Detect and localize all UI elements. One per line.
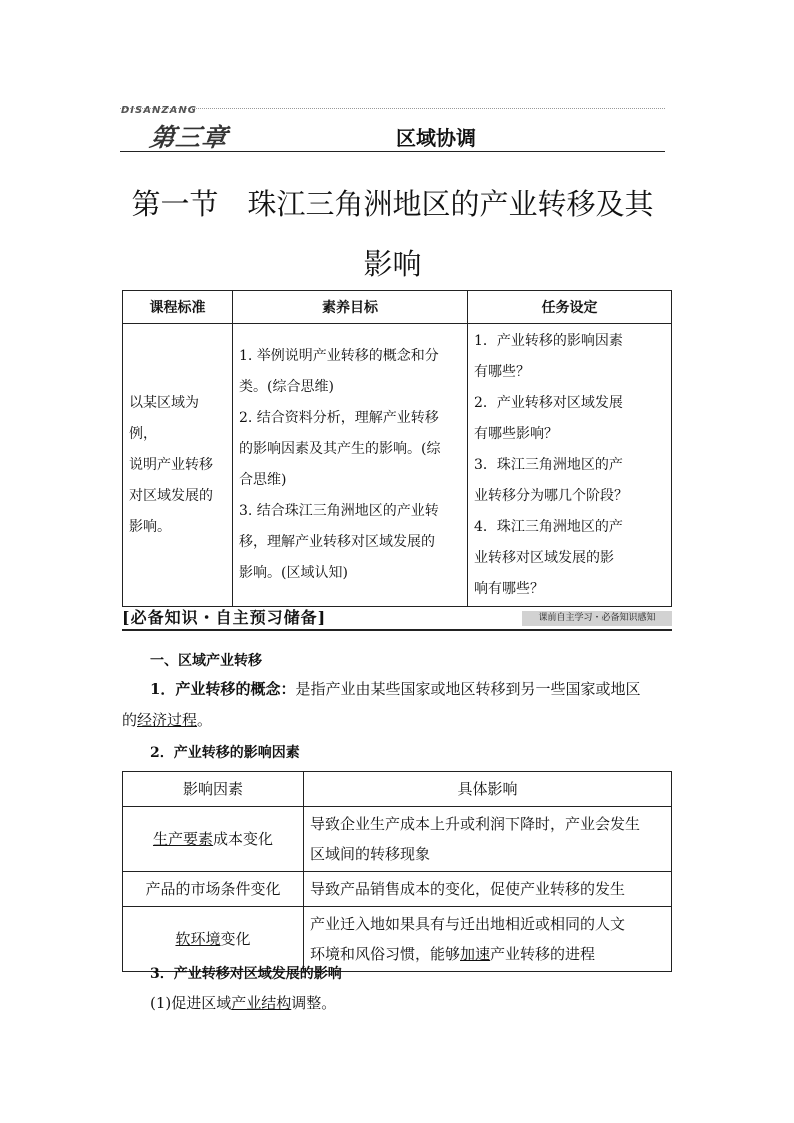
section-title-line1: 第一节 珠江三角洲地区的产业转移及其 <box>131 187 654 221</box>
task-line: 2．产业转移对区域发展 <box>474 394 623 411</box>
effect-line: 导致企业生产成本上升或利润下降时，产业会发生 <box>310 815 641 833</box>
item1-cont-post: 。 <box>197 711 213 729</box>
header-rule <box>120 151 665 152</box>
goal-line: 合思维) <box>239 472 287 488</box>
curriculum-line: 说明产业转移 <box>129 456 213 473</box>
item1-cont-underlined: 经济过程 <box>137 711 198 729</box>
task-line: 有哪些影响？ <box>474 425 558 442</box>
header-dotted-rule <box>120 108 665 109</box>
task-line: 1．产业转移的影响因素 <box>474 332 623 349</box>
task-line: 响有哪些？ <box>474 580 544 597</box>
sub1-post: 调整。 <box>291 994 337 1012</box>
factor-cell <box>123 872 304 907</box>
standards-table <box>122 290 672 607</box>
item1-text: 是指产业由某些国家或地区转移到另一些国家或地区 <box>295 680 641 698</box>
effect-cell <box>304 872 672 907</box>
curriculum-line: 以某区域为例， <box>129 394 199 442</box>
effect-line <box>310 939 665 969</box>
factor-text: 产品的市场条件变化 <box>145 880 281 898</box>
section-bar-rule <box>122 629 672 631</box>
goal-line: 的影响因素及其产生的影响。(综 <box>239 441 441 457</box>
item1-label: 1．产业转移的概念： <box>150 680 296 698</box>
goal-line: 2. 结合资料分析，理解产业转移 <box>239 410 439 426</box>
factor-text: 成本变化 <box>213 830 274 848</box>
effect-cell <box>304 807 672 872</box>
header-curriculum: 课程标准 <box>123 291 233 324</box>
item3-label: 3．产业转移对区域发展的影响 <box>150 966 342 982</box>
item1-cont-pre: 的 <box>122 711 138 729</box>
effect-text: 环境和风俗习惯，能够 <box>310 945 461 963</box>
effect-line: 区域间的转移现象 <box>310 845 431 863</box>
factor-cell <box>123 907 304 972</box>
section-title-line2: 影响 <box>363 247 422 281</box>
effect-line: 导致产品销售成本的变化，促使产业转移的发生 <box>310 880 626 898</box>
task-line: 4．珠江三角洲地区的产 <box>474 518 623 535</box>
standards-header-row <box>123 291 672 324</box>
factors-header-row <box>123 772 672 807</box>
goal-line: 影响。(区域认知) <box>239 565 348 581</box>
chapter-title: 区域协调 <box>396 126 476 150</box>
item2-label: 2．产业转移的影响因素 <box>150 745 300 761</box>
chapter-pinyin: DISANZANG <box>121 105 197 116</box>
factor-text: 变化 <box>220 930 251 948</box>
curriculum-line: 影响。 <box>129 518 171 535</box>
goal-line: 移，理解产业转移对区域发展的 <box>239 534 435 550</box>
curriculum-cell <box>123 324 233 607</box>
goal-line: 3. 结合珠江三角洲地区的产业转 <box>239 503 439 519</box>
table-row <box>123 907 672 972</box>
header-tasks: 任务设定 <box>468 291 672 324</box>
item1-line2 <box>122 704 212 737</box>
factors-header-effect: 具体影响 <box>304 772 672 807</box>
effect-line: 产业迁入地如果具有与迁出地相近或相同的人文 <box>310 915 626 933</box>
heading-regional-transfer: 一、区域产业转移 <box>150 653 262 669</box>
task-line: 3．珠江三角洲地区的产 <box>474 456 623 473</box>
section-bar-tag: 课前自主学习・必备知识感知 <box>522 611 672 626</box>
factors-header-factor: 影响因素 <box>123 772 304 807</box>
section-bar-title: [必备知识・自主预习储备] <box>122 608 327 627</box>
effect-text: 产业转移的进程 <box>490 945 596 963</box>
factor-underlined: 软环境 <box>175 930 221 948</box>
item3-sub1 <box>150 987 336 1020</box>
goals-cell <box>233 324 468 607</box>
factor-underlined: 生产要素 <box>152 830 213 848</box>
task-line: 业转移分为哪几个阶段？ <box>474 487 628 504</box>
standards-body-row <box>123 324 672 607</box>
goal-line: 类。(综合思维) <box>239 379 334 395</box>
item1-line1 <box>150 673 640 706</box>
section-title <box>120 174 665 294</box>
task-line: 业转移对区域发展的影 <box>474 549 614 566</box>
chapter-label: 第三章 <box>147 123 230 152</box>
tasks-cell <box>468 324 672 607</box>
goal-line: 1. 举例说明产业转移的概念和分 <box>239 348 439 364</box>
task-line: 有哪些？ <box>474 363 530 380</box>
header-goals: 素养目标 <box>233 291 468 324</box>
table-row <box>123 807 672 872</box>
factor-cell <box>123 807 304 872</box>
curriculum-line: 对区域发展的 <box>129 487 213 504</box>
effect-cell <box>304 907 672 972</box>
table-row <box>123 872 672 907</box>
sub1-underlined: 产业结构 <box>231 994 292 1012</box>
effect-underlined: 加速 <box>460 945 491 963</box>
factors-table <box>122 771 672 972</box>
sub1-pre: (1)促进区域 <box>150 994 232 1012</box>
